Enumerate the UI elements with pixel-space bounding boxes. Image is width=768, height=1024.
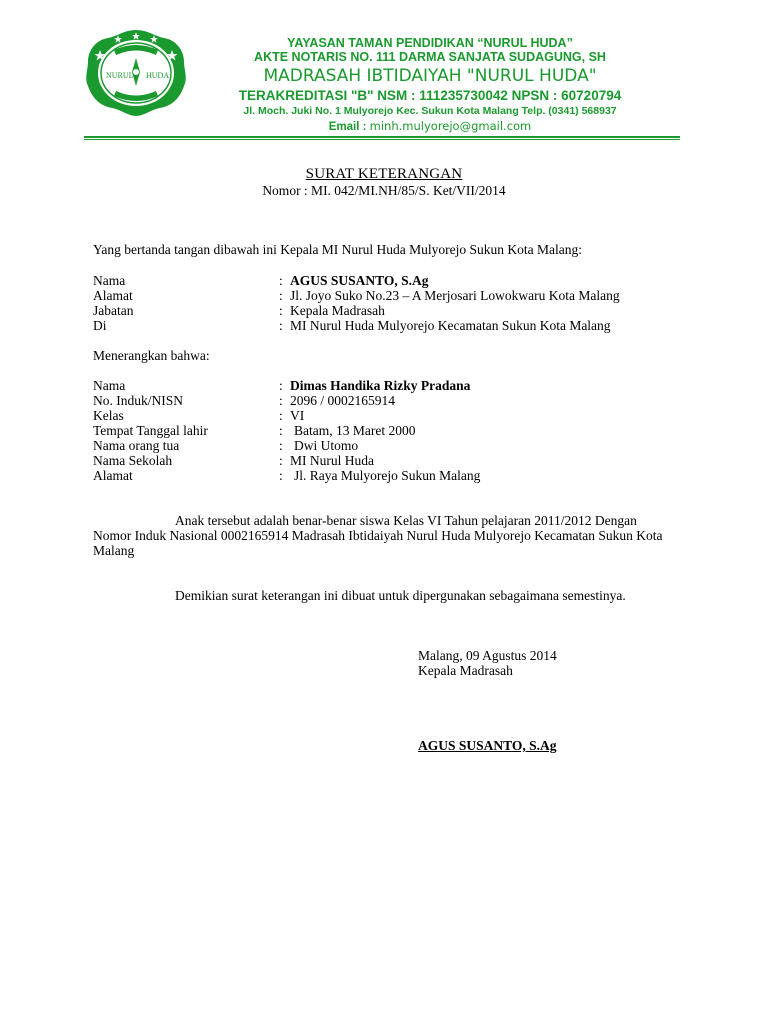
school-address: Jl. Moch. Juki No. 1 Mulyorejo Kec. Sukun Kota Malang Telp. (0341) 568937 — [243, 105, 617, 117]
field-label: Kelas — [93, 408, 124, 423]
field-value: AGUS SUSANTO, S.Ag — [290, 273, 429, 288]
field-value: 2096 / 0002165914 — [290, 393, 396, 408]
field-value: Jl. Joyo Suko No.23 – A Merjosari Lowokwaru Kota Malang — [290, 288, 620, 303]
field-colon: : — [279, 408, 283, 423]
field-value: Jl. Raya Mulyorejo Sukun Malang — [294, 468, 481, 483]
accreditation: TERAKREDITASI "B" NSM : 111235730042 NPSN : 60720794 — [238, 88, 622, 103]
field-label: Nama Sekolah — [93, 453, 173, 468]
school-email — [200, 119, 660, 135]
field-value: Dwi Utomo — [294, 438, 359, 453]
email-address: minh.mulyorejo@gmail.com — [369, 119, 532, 133]
field-label: Tempat Tanggal lahir — [93, 423, 208, 438]
field-label: Nama — [93, 273, 126, 288]
statement-paragraph — [93, 513, 663, 558]
document-number: Nomor : MI. 042/MI.NH/85/S. Ket/VII/2014 — [262, 183, 506, 198]
field-colon: : — [279, 423, 283, 438]
field-colon: : — [279, 378, 283, 393]
notary-deed: AKTE NOTARIS NO. 111 DARMA SANJATA SUDAGUNG, SH — [254, 50, 606, 64]
field-label: Di — [93, 318, 107, 333]
closing-paragraph — [93, 588, 633, 603]
field-value: Dimas Handika Rizky Pradana — [290, 378, 471, 393]
field-label: Alamat — [93, 288, 133, 303]
field-colon: : — [279, 303, 283, 318]
email-label: Email : — [328, 121, 367, 133]
closing-text: Demikian surat keterangan ini dibuat untuk dipergunakan sebagaimana semestinya. — [175, 588, 626, 603]
field-colon: : — [279, 453, 283, 468]
field-value: MI Nurul Huda Mulyorejo Kecamatan Sukun Kota Malang — [290, 318, 611, 333]
field-colon: : — [279, 288, 283, 303]
document-title: SURAT KETERANGAN — [305, 166, 463, 182]
field-label: Alamat — [93, 468, 133, 483]
field-label: Nama — [93, 378, 126, 393]
field-colon: : — [279, 468, 283, 483]
field-value: Kepala Madrasah — [290, 303, 385, 318]
signature-name: AGUS SUSANTO, S.Ag — [418, 738, 557, 753]
place-date: Malang, 09 Agustus 2014 — [418, 648, 557, 663]
letterhead — [200, 36, 660, 135]
declares-text: Menerangkan bahwa: — [93, 348, 210, 363]
letterhead-divider-thin — [84, 139, 680, 140]
intro-text: Yang bertanda tangan dibawah ini Kepala MI Nurul Huda Mulyorejo Sukun Kota Malang: — [93, 242, 583, 257]
field-value: Batam, 13 Maret 2000 — [294, 423, 416, 438]
field-label: Nama orang tua — [93, 438, 180, 453]
signer-position: Kepala Madrasah — [418, 663, 513, 678]
school-name: MADRASAH IBTIDAIYAH "NURUL HUDA" — [263, 66, 597, 86]
letterhead-divider — [84, 136, 680, 138]
field-label: Jabatan — [93, 303, 134, 318]
statement-text: Anak tersebut adalah benar-benar siswa Kelas VI Tahun pelajaran 2011/2012 Dengan Nomor Induk Nasional 0002165914 Madrasah Ibtidaiyah Nurul Huda Mulyorejo Kecamatan Sukun Kota Malang — [93, 513, 663, 558]
field-colon: : — [279, 273, 283, 288]
field-value: VI — [290, 408, 305, 423]
field-label: No. Induk/NISN — [93, 393, 183, 408]
foundation-name: YAYASAN TAMAN PENDIDIKAN “NURUL HUDA” — [287, 36, 573, 50]
field-colon: : — [279, 393, 283, 408]
school-logo-icon — [84, 28, 188, 116]
field-colon: : — [279, 438, 283, 453]
field-colon: : — [279, 318, 283, 333]
logo-text-right: HUDA — [146, 71, 170, 80]
logo-text-left: NURUL — [106, 71, 134, 80]
field-value: MI Nurul Huda — [290, 453, 374, 468]
